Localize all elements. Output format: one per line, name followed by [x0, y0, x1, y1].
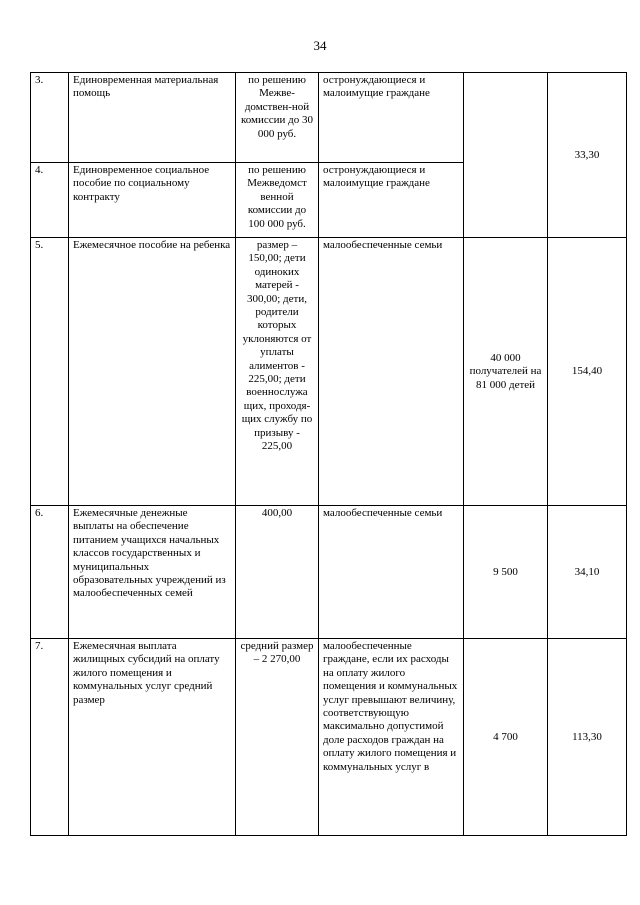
benefit-sum: 33,30: [548, 73, 627, 238]
recipients-count: 9 500: [464, 506, 548, 639]
benefit-sum: 113,30: [548, 639, 627, 836]
benefit-sum: 154,40: [548, 238, 627, 506]
benefit-amount: по решению Межведомст венной комиссии до 100 000 руб.: [236, 163, 319, 238]
table-row: [31, 506, 627, 639]
table-row: [31, 73, 627, 163]
page-number: 34: [313, 38, 327, 53]
recipients-count: 40 000 получателей на 81 000 детей: [464, 238, 548, 506]
row-number: 6.: [31, 506, 69, 639]
benefit-recipients: малообеспеченные семьи: [319, 506, 464, 639]
benefit-name: Ежемесячные денежные выплаты на обеспечение питанием учащихся начальных классов государственных и муниципальных образовательных учреждений из малообеспеченных семей: [69, 506, 236, 639]
benefit-recipients: остронуждающиеся и малоимущие граждане: [319, 73, 464, 163]
benefit-amount: по решению Межве-домствен-ной комиссии до 30 000 руб.: [236, 73, 319, 163]
benefits-table: [30, 72, 627, 836]
row-number: 4.: [31, 163, 69, 238]
benefit-name: Ежемесячное пособие на ребенка: [69, 238, 236, 506]
table-row: [31, 639, 627, 836]
table-row: [31, 238, 627, 506]
row-number: 3.: [31, 73, 69, 163]
benefit-recipients: малообеспеченные граждане, если их расходы на оплату жилого помещения и коммунальных услуг превышают величину, соответствующую максимально допустимой доле расходов граждан на оплату жилого помещения и коммунальных услуг в: [319, 639, 464, 836]
recipients-count: 4 700: [464, 639, 548, 836]
benefit-name: Единовременное социальное пособие по социальному контракту: [69, 163, 236, 238]
benefit-name: Ежемесячная выплата жилищных субсидий на оплату жилого помещения и коммунальных услуг средний размер: [69, 639, 236, 836]
benefit-sum: 34,10: [548, 506, 627, 639]
row-number: 5.: [31, 238, 69, 506]
benefit-amount: средний размер – 2 270,00: [236, 639, 319, 836]
benefit-amount: размер – 150,00; дети одиноких матерей - 300,00; дети, родители которых уклоняются от уплаты алиментов - 225,00; дети военнослужа щих, проходя-щих службу по призыву - 225,00: [236, 238, 319, 506]
row-number: 7.: [31, 639, 69, 836]
benefit-name: Единовременная материальная помощь: [69, 73, 236, 163]
benefit-recipients: остронуждающиеся и малоимущие граждане: [319, 163, 464, 238]
recipients-count: [464, 73, 548, 238]
benefit-amount: 400,00: [236, 506, 319, 639]
benefit-recipients: малообеспеченные семьи: [319, 238, 464, 506]
